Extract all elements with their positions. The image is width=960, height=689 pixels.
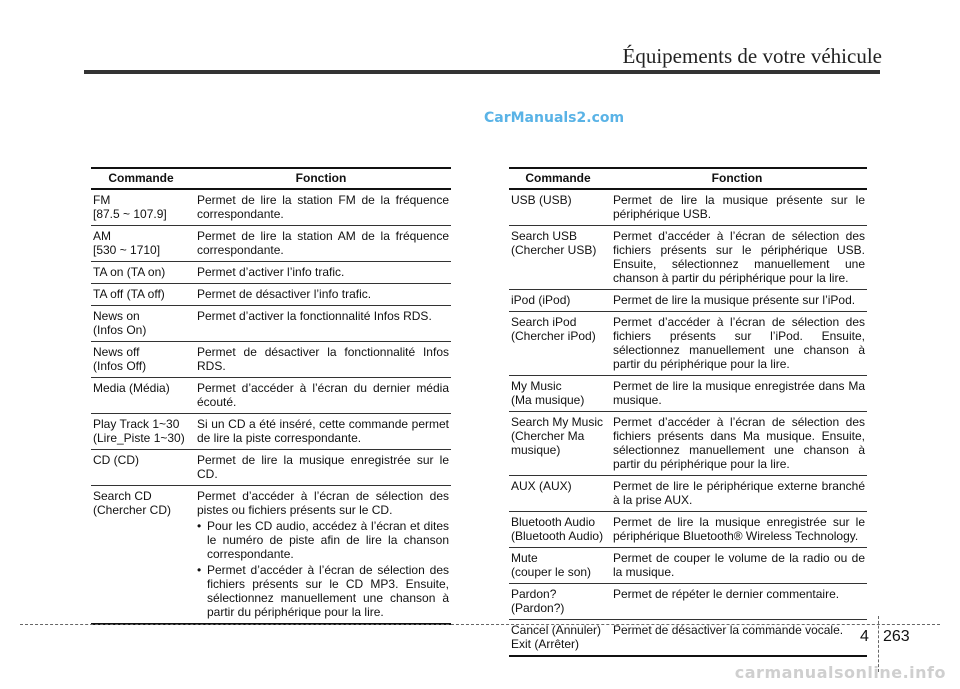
table-row — [91, 284, 451, 306]
table-row — [91, 378, 451, 414]
table-row — [509, 476, 867, 512]
command-cell: CD (CD) — [91, 450, 191, 486]
command-cell: AM [530 ~ 1710] — [91, 226, 191, 262]
column-header-function: Fonction — [191, 168, 451, 189]
command-cell: AUX (AUX) — [509, 476, 607, 512]
function-text: Permet de lire la musique enregistrée dans Ma musique. — [613, 379, 865, 407]
function-cell — [607, 189, 867, 226]
function-text: Permet de lire la musique enregistrée sur le périphérique Bluetooth® Wireless Technology. — [613, 515, 865, 543]
function-text: Permet de désactiver l’info trafic. — [197, 287, 372, 301]
function-cell — [191, 306, 451, 342]
function-cell — [607, 512, 867, 548]
chapter-number: 4 — [860, 628, 869, 645]
function-cell — [607, 376, 867, 412]
table-row — [509, 226, 867, 290]
function-text: Permet de désactiver la commande vocale. — [613, 623, 844, 637]
table-row — [91, 189, 451, 226]
table-row — [509, 512, 867, 548]
function-cell — [191, 226, 451, 262]
table-row — [509, 412, 867, 476]
function-cell — [607, 584, 867, 620]
command-cell: Search My Music (Chercher Ma musique) — [509, 412, 607, 476]
table-row — [509, 290, 867, 312]
table-row — [91, 450, 451, 486]
header-divider — [84, 70, 880, 74]
function-text: Permet de désactiver la fonctionnalité Infos RDS. — [197, 345, 449, 373]
table-row — [91, 414, 451, 450]
function-cell — [191, 189, 451, 226]
function-cell — [191, 450, 451, 486]
table-body-right — [509, 189, 867, 656]
command-cell: Pardon? (Pardon?) — [509, 584, 607, 620]
function-cell — [191, 486, 451, 625]
function-bullet: • Pour les CD audio, accédez à l’écran et dites le numéro de piste afin de lire la chanson correspondante. — [197, 519, 449, 561]
function-text: Permet de lire la musique enregistrée sur le CD. — [197, 453, 449, 481]
column-header-command: Commande — [509, 168, 607, 189]
command-cell: iPod (iPod) — [509, 290, 607, 312]
command-cell: Play Track 1~30 (Lire_Piste 1~30) — [91, 414, 191, 450]
command-cell: My Music (Ma musique) — [509, 376, 607, 412]
table-header-row — [91, 168, 451, 189]
command-cell: Search USB (Chercher USB) — [509, 226, 607, 290]
column-header-command: Commande — [91, 168, 191, 189]
function-cell — [607, 290, 867, 312]
function-text: Permet d’accéder à l’écran du dernier média écouté. — [197, 381, 449, 409]
function-text: Permet de couper le volume de la radio ou de la musique. — [613, 551, 865, 579]
function-cell — [191, 378, 451, 414]
table-row — [91, 262, 451, 284]
table-row — [91, 306, 451, 342]
table-row — [509, 312, 867, 376]
table-row — [91, 342, 451, 378]
function-text: Permet d’activer l’info trafic. — [197, 265, 345, 279]
function-cell — [191, 342, 451, 378]
table-row — [91, 226, 451, 262]
command-cell: TA off (TA off) — [91, 284, 191, 306]
function-text: Permet de lire la station AM de la fréquence correspondante. — [197, 229, 449, 257]
function-text: Si un CD a été inséré, cette commande permet de lire la piste correspondante. — [197, 417, 449, 445]
command-cell: USB (USB) — [509, 189, 607, 226]
table-row — [91, 486, 451, 625]
function-cell — [607, 476, 867, 512]
function-text: Permet d’accéder à l’écran de sélection des fichiers présents sur le périphérique USB. Ensuite, sélectionnez manuellement une chanson à partir du périphérique pour la lire. — [613, 229, 865, 285]
command-cell: Search iPod (Chercher iPod) — [509, 312, 607, 376]
function-cell — [607, 312, 867, 376]
function-text: Permet d’accéder à l’écran de sélection des fichiers présents sur l’iPod. Ensuite, sélectionnez manuellement une chanson à partir du périphérique pour la lire. — [613, 315, 865, 371]
table-row — [509, 189, 867, 226]
function-text: Permet d’accéder à l’écran de sélection des pistes ou fichiers présents sur le CD. — [197, 489, 449, 517]
page-header-title: Équipements de votre véhicule — [622, 44, 882, 68]
function-cell — [607, 226, 867, 290]
function-text: Permet de lire la musique présente sur l’iPod. — [613, 293, 856, 307]
command-cell: Search CD (Chercher CD) — [91, 486, 191, 625]
table-header-row — [509, 168, 867, 189]
table-row — [509, 584, 867, 620]
function-bullet: • Permet d’accéder à l’écran de sélection des fichiers présents sur le CD MP3. Ensuite, sélectionnez manuellement une chanson à partir du périphérique pour la lire. — [197, 563, 449, 619]
function-cell — [607, 412, 867, 476]
function-text: Permet de lire la station FM de la fréquence correspondante. — [197, 193, 449, 221]
function-text: Permet d’activer la fonctionnalité Infos RDS. — [197, 309, 432, 323]
voice-command-table-right — [509, 167, 867, 657]
column-header-function: Fonction — [607, 168, 867, 189]
table-row — [509, 376, 867, 412]
voice-command-table-left — [91, 167, 451, 625]
function-cell — [191, 284, 451, 306]
command-cell: FM [87.5 ~ 107.9] — [91, 189, 191, 226]
function-text: Permet de lire le périphérique externe branché à la prise AUX. — [613, 479, 865, 507]
function-cell — [191, 262, 451, 284]
table-row — [509, 548, 867, 584]
function-text: Permet de répéter le dernier commentaire. — [613, 587, 840, 601]
table-body-left — [91, 189, 451, 624]
function-text: Permet de lire la musique présente sur le périphérique USB. — [613, 193, 865, 221]
command-cell: News on (Infos On) — [91, 306, 191, 342]
command-cell: Mute (couper le son) — [509, 548, 607, 584]
watermark-text: CarManuals2.com — [484, 110, 625, 126]
function-cell — [607, 548, 867, 584]
function-cell — [191, 414, 451, 450]
command-cell: TA on (TA on) — [91, 262, 191, 284]
command-cell: Media (Média) — [91, 378, 191, 414]
command-cell: Bluetooth Audio (Bluetooth Audio) — [509, 512, 607, 548]
page-number: 263 — [883, 628, 910, 645]
function-text: Permet d’accéder à l’écran de sélection des fichiers présents dans Ma musique. Ensuite, sélectionnez manuellement une chanson à partir du périphérique pour la lire. — [613, 415, 865, 471]
command-cell: News off (Infos Off) — [91, 342, 191, 378]
command-cell: Cancel (Annuler) Exit (Arrêter) — [509, 620, 607, 657]
footer-divider — [20, 624, 940, 625]
site-footer-text: carmanualsonline.info — [734, 663, 946, 682]
